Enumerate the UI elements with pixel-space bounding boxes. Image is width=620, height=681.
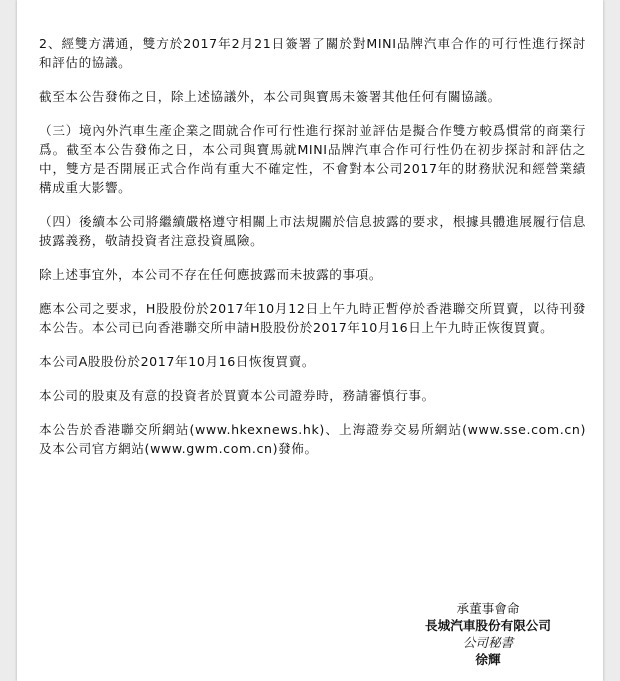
paragraph-8: 本公司的股東及有意的投資者於買賣本公司證券時，務請審慎行事。 bbox=[39, 388, 435, 403]
paragraph-7: 本公司A股股份於2017年10月16日恢復買賣。 bbox=[39, 354, 316, 369]
company-name: 長城汽車股份有限公司 bbox=[425, 618, 551, 633]
signatory-title: 公司秘書 bbox=[462, 635, 514, 650]
announcement-body bbox=[39, 34, 586, 473]
by-order-line: 承董事會命 bbox=[456, 601, 520, 616]
paragraph-3: （三）境內外汽車生產企業之間就合作可行性進行探討並評估是擬合作雙方較爲慣常的商業行爲。截至本公告發佈之日，本公司與寶馬就MINI品牌汽車合作可行性仍在初步探討和評估之中，雙方是否開展正式合作尚有重大不確定性，不會對本公司2017年的財務狀況和經營業績構成重大影響。 bbox=[39, 123, 586, 195]
signatory-name: 徐輝 bbox=[475, 652, 501, 667]
signature-block bbox=[408, 600, 568, 668]
paragraph-5: 除上述事宜外，本公司不存在任何應披露而未披露的事項。 bbox=[39, 267, 383, 282]
document-page bbox=[17, 0, 603, 681]
paragraph-9: 本公告於香港聯交所網站(www.hkexnews.hk)、上海證券交易所網站(www.sse.com.cn)及本公司官方網站(www.gwm.com.cn)發佈。 bbox=[39, 422, 586, 456]
paragraph-4: （四）後續本公司將繼續嚴格遵守相關上市法規關於信息披露的要求，根據具體進展履行信息披露義務，敬請投資者注意投資風險。 bbox=[39, 214, 586, 248]
paragraph-2: 截至本公告發佈之日，除上述協議外，本公司與寶馬未簽署其他任何有關協議。 bbox=[39, 89, 501, 104]
paragraph-6: 應本公司之要求，H股股份於2017年10月12日上午九時正暫停於香港聯交所買賣，以待刊發本公告。本公司已向香港聯交所申請H股股份於2017年10月16日上午九時正恢復買賣。 bbox=[39, 301, 586, 335]
paragraph-1: 2、經雙方溝通，雙方於2017年2月21日簽署了關於對MINI品牌汽車合作的可行性進行探討和評估的協議。 bbox=[39, 36, 586, 70]
